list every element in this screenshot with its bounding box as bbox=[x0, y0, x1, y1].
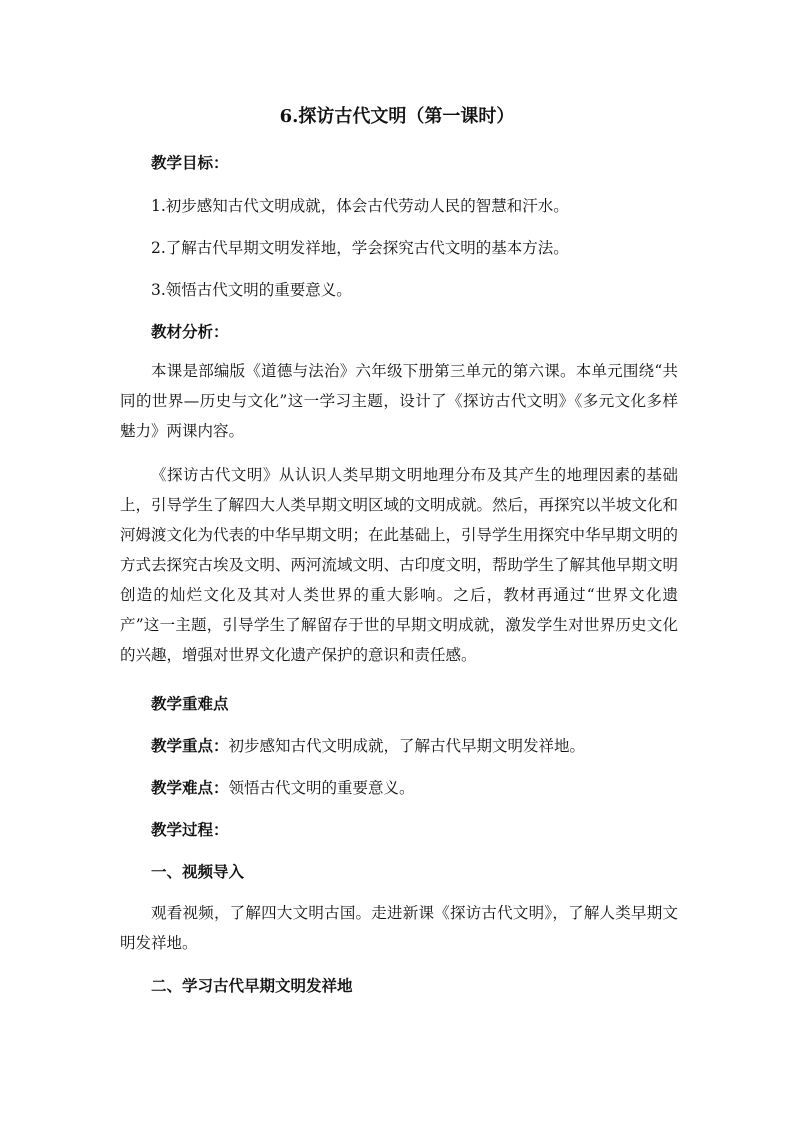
analysis-heading: 教材分析： bbox=[151, 322, 229, 341]
section-2-heading: 二、学习古代早期文明发祥地 bbox=[151, 976, 353, 995]
objective-item-1: 1.初步感知古代文明成就，体会古代劳动人民的智慧和汗水。 bbox=[151, 197, 569, 215]
difficulty-text: 领悟古代文明的重要意义。 bbox=[228, 779, 415, 797]
analysis-paragraph-2: 《探访古代文明》从认识人类早期文明地理分布及其产生的地理因素的基础上，引导学生了解四大人类早期文明区域的文明成就。然后，再探究以半坡文化和河姆渡文化为代表的中华早期文明；在此基础上，引导学生用探究中华早期文明的方式去探究古埃及文明、两河流域文明、古印度文明，帮助学生了解其他早期文明创造的灿烂文化及其对人类世界的重大影响。之后，教材再通过“世界文化遗产”这一主题，引导学生了解留存于世的早期文明成就，激发学生对世界历史文化的兴趣，增强对世界文化遗产保护的意识和责任感。 bbox=[120, 466, 679, 664]
difficulty-line bbox=[151, 775, 415, 801]
document-title: 6.探访古代文明（第一课时） bbox=[279, 106, 515, 127]
analysis-paragraph-1: 本课是部编版《道德与法治》六年级下册第三单元的第六课。本单元围绕“共同的世界—历史与文化”这一学习主题，设计了《探访古代文明》《多元文化多样魅力》两课内容。 bbox=[120, 362, 678, 440]
difficulty-label: 教学难点： bbox=[151, 778, 229, 797]
objective-item-3: 3.领悟古代文明的重要意义。 bbox=[151, 281, 352, 299]
key-point-line bbox=[151, 733, 585, 759]
key-point-label: 教学重点： bbox=[151, 736, 229, 755]
key-point-text: 初步感知古代文明成就，了解古代早期文明发祥地。 bbox=[228, 737, 586, 755]
key-points-heading: 教学重难点 bbox=[151, 694, 229, 713]
process-heading: 教学过程： bbox=[151, 820, 229, 839]
section-1-text: 观看视频，了解四大文明古国。走进新课《探访古代文明》，了解人类早期文明发祥地。 bbox=[120, 904, 678, 952]
section-1-heading: 一、视频导入 bbox=[151, 862, 245, 881]
objectives-heading: 教学目标： bbox=[151, 153, 229, 172]
objective-item-2: 2.了解古代早期文明发祥地，学会探究古代文明的基本方法。 bbox=[151, 239, 569, 257]
